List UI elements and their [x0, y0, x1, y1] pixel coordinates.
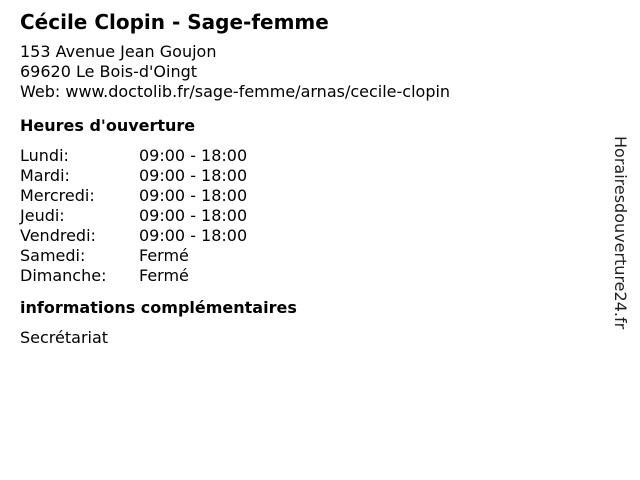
- additional-info-text: Secrétariat: [20, 328, 109, 347]
- hours-row-monday: [20, 146, 600, 166]
- street-address: 153 Avenue Jean Goujon: [20, 42, 217, 61]
- day-label: Samedi:: [20, 246, 86, 265]
- day-label: Vendredi:: [20, 226, 96, 245]
- hours-value: 09:00 - 18:00: [139, 186, 248, 205]
- hours-row-sunday: [20, 266, 600, 286]
- day-label: Jeudi:: [20, 206, 65, 225]
- hours-value: 09:00 - 18:00: [139, 146, 248, 165]
- hours-row-thursday: [20, 206, 600, 226]
- opening-hours-title: Heures d'ouverture: [20, 116, 196, 135]
- hours-row-friday: [20, 226, 600, 246]
- address-block: [20, 42, 600, 102]
- watermark-text: Horairesdouverture24.fr: [611, 136, 630, 330]
- day-label: Dimanche:: [20, 266, 107, 285]
- additional-info-title: informations complémentaires: [20, 298, 297, 317]
- business-card: [20, 8, 600, 348]
- site-watermark: [600, 136, 640, 344]
- hours-value: 09:00 - 18:00: [139, 206, 248, 225]
- hours-row-wednesday: [20, 186, 600, 206]
- hours-value: Fermé: [139, 266, 189, 285]
- opening-hours-table: [20, 146, 600, 286]
- city-address: 69620 Le Bois-d'Oingt: [20, 62, 198, 81]
- hours-value: 09:00 - 18:00: [139, 226, 248, 245]
- business-title: Cécile Clopin - Sage-femme: [20, 10, 329, 34]
- day-label: Lundi:: [20, 146, 69, 165]
- day-label: Mercredi:: [20, 186, 95, 205]
- hours-value: Fermé: [139, 246, 189, 265]
- hours-value: 09:00 - 18:00: [139, 166, 248, 185]
- day-label: Mardi:: [20, 166, 70, 185]
- website-link[interactable]: Web: www.doctolib.fr/sage-femme/arnas/cecile-clopin: [20, 82, 451, 101]
- hours-row-saturday: [20, 246, 600, 266]
- hours-row-tuesday: [20, 166, 600, 186]
